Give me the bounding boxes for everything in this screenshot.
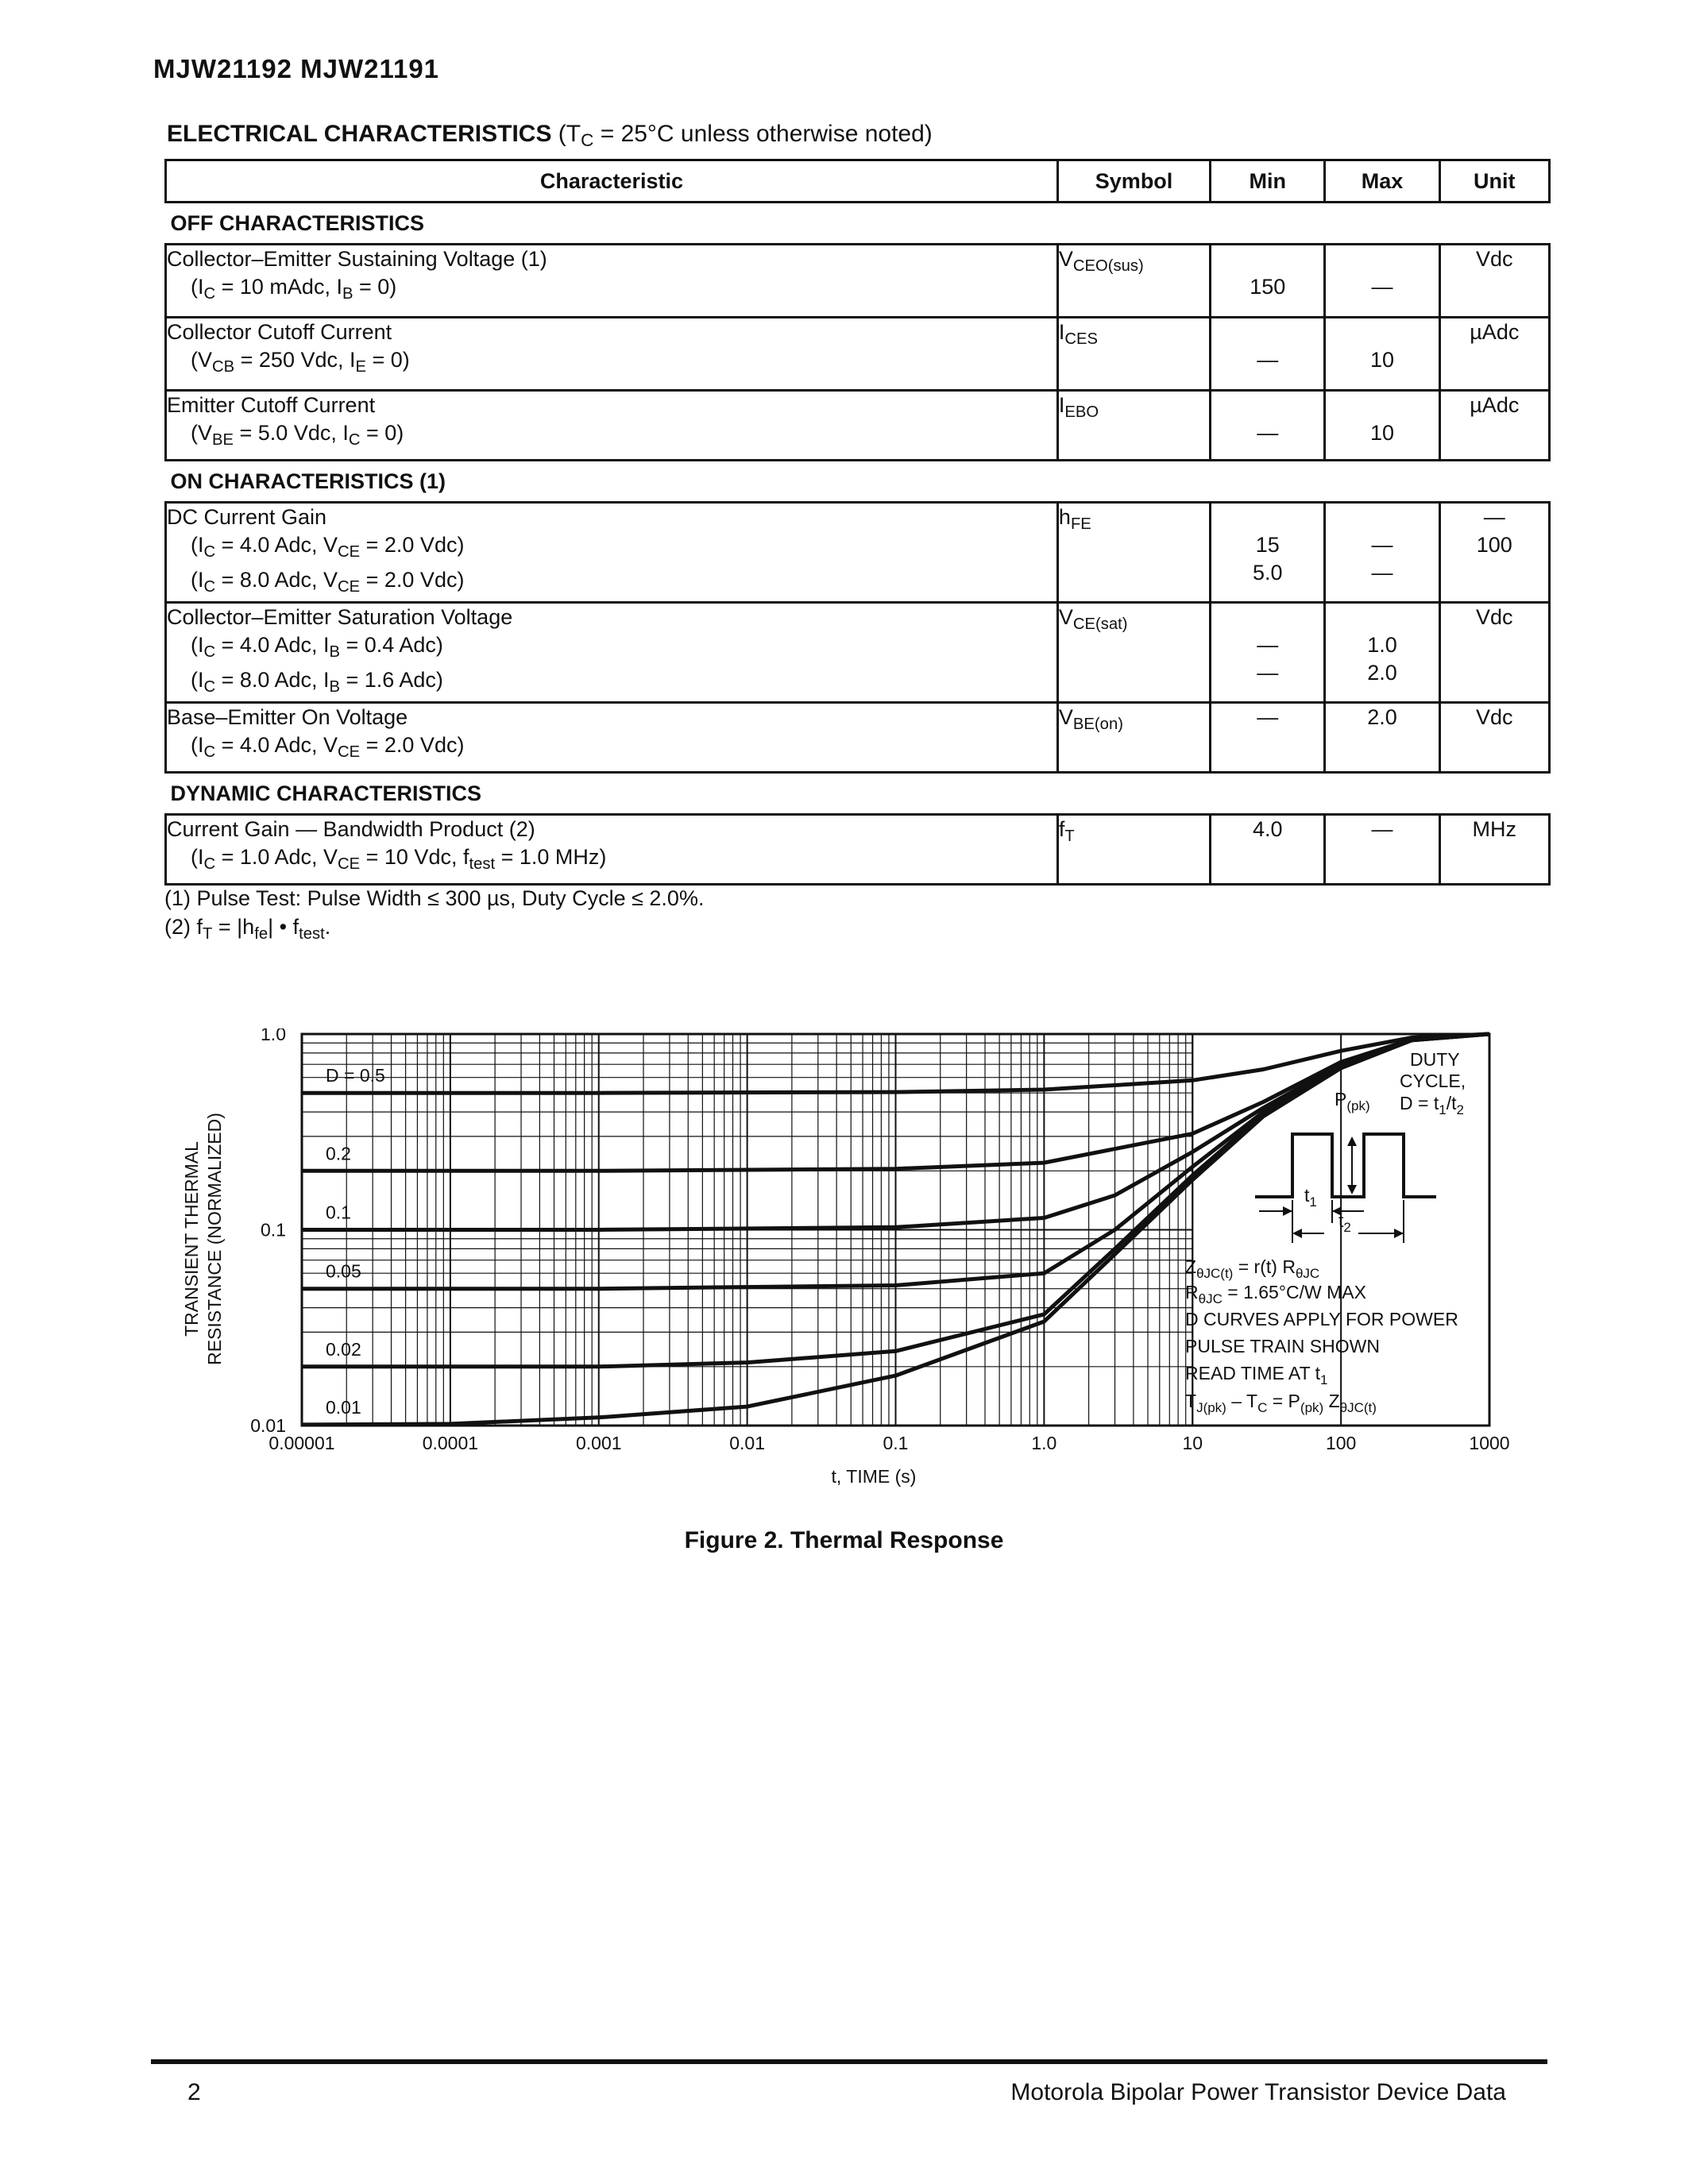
- table-row: [166, 391, 1550, 461]
- table-row: [166, 245, 1550, 318]
- series-label: 0.2: [326, 1143, 351, 1164]
- footnote-1: (1) Pulse Test: Pulse Width ≤ 300 µs, Duty Cycle ≤ 2.0%.: [164, 886, 705, 910]
- duty-equation: $D = t_1/t_2$: [1400, 1093, 1464, 1117]
- row-max: 10: [1325, 318, 1439, 391]
- row-min: —: [1211, 318, 1325, 391]
- row-condition: ($I_C = 4.0$ Adc, $V_{CE} = 2.0$ Vdc): [191, 733, 465, 761]
- note-read-time: READ TIME AT $t_1$: [1185, 1363, 1328, 1387]
- y-tick-label: 0.01: [250, 1415, 286, 1436]
- col-symbol: Symbol: [1057, 160, 1210, 203]
- row-symbol: $V_{CEO(sus)}$: [1057, 245, 1210, 318]
- series-label: 0.01: [326, 1396, 361, 1418]
- col-min: Min: [1211, 160, 1325, 203]
- row-unit: Vdc: [1439, 603, 1549, 703]
- x-tick-label: 1.0: [1031, 1433, 1057, 1453]
- footer-doc-title: Motorola Bipolar Power Transistor Device Data: [1010, 2079, 1506, 2105]
- figure-caption: Figure 2. Thermal Response: [684, 1527, 1004, 1553]
- x-tick-label: 0.00001: [268, 1433, 335, 1453]
- row-condition: ($I_C = 10$ mAdc, $I_B = 0$): [191, 275, 397, 303]
- series-label: D = 0.5: [326, 1065, 385, 1086]
- row-min: 4.0: [1211, 815, 1325, 885]
- section-condition: ($T_C = 25^\circ C$ unless otherwise noted): [558, 121, 933, 150]
- x-tick-label: 0.1: [883, 1433, 909, 1453]
- row-unit: Vdc: [1439, 703, 1549, 773]
- formula-tj: $T_{J(pk)} - T_C = P_{(pk)}$ $Z_{\theta JC(t)}$: [1185, 1391, 1377, 1415]
- row-min: — —: [1211, 603, 1325, 703]
- row-name: Emitter Cutoff Current: [167, 393, 376, 417]
- part-number-header: MJW21192 MJW21191: [153, 54, 440, 83]
- table-row: [166, 503, 1550, 603]
- row-max: —: [1325, 245, 1439, 318]
- row-max: 1.0 2.0: [1325, 603, 1439, 703]
- row-condition: ($I_C = 4.0$ Adc, $I_B = 0.4$ Adc): [191, 633, 443, 661]
- section-title: [167, 121, 933, 151]
- row-symbol: $I_{EBO}$: [1057, 391, 1210, 461]
- series-label: 0.02: [326, 1338, 361, 1360]
- footer-divider: [151, 2059, 1547, 2064]
- row-symbol: $V_{CE(sat)}$: [1057, 603, 1210, 703]
- t1-label: $t_1$: [1304, 1185, 1317, 1210]
- table-row: [166, 603, 1550, 703]
- ppk-label: $P_{(pk)}$: [1335, 1089, 1370, 1113]
- y-tick-label: 1.0: [261, 1028, 286, 1044]
- row-name: Collector Cutoff Current: [167, 320, 392, 344]
- x-tick-label: 10: [1182, 1433, 1203, 1453]
- page-number: 2: [187, 2079, 201, 2105]
- note-d-curves: D CURVES APPLY FOR POWER: [1185, 1309, 1458, 1329]
- row-min: —: [1211, 391, 1325, 461]
- section-off: OFF CHARACTERISTICS: [170, 211, 424, 235]
- y-axis-label-1: TRANSIENT THERMAL: [183, 1141, 202, 1337]
- chart-svg: [183, 1028, 1525, 1521]
- row-max: 2.0: [1325, 703, 1439, 773]
- row-max: — —: [1325, 503, 1439, 603]
- section-title-text: ELECTRICAL CHARACTERISTICS: [167, 121, 552, 147]
- footnote-2: (2) $f_T = |h_{fe}|$ • $f_{test}$.: [164, 915, 331, 943]
- row-min: 15 5.0: [1211, 503, 1325, 603]
- col-unit: Unit: [1439, 160, 1549, 203]
- series-label: 0.1: [326, 1202, 351, 1223]
- row-symbol: $V_{BE(on)}$: [1057, 703, 1210, 773]
- row-condition: ($I_C = 8.0$ Adc, $I_B = 1.6$ Adc): [191, 668, 443, 696]
- row-unit: — 100: [1439, 503, 1549, 603]
- x-tick-label: 1000: [1469, 1433, 1510, 1453]
- row-max: —: [1325, 815, 1439, 885]
- row-symbol: $I_{CES}$: [1057, 318, 1210, 391]
- formula-rthjc: $R_{\theta JC} = 1.65^\circ C/W$ MAX: [1185, 1282, 1366, 1306]
- col-characteristic: Characteristic: [166, 160, 1058, 203]
- row-unit: Vdc: [1439, 245, 1549, 318]
- row-condition: ($V_{CB} = 250$ Vdc, $I_E = 0$): [191, 348, 410, 376]
- row-name: Current Gain — Bandwidth Product (2): [167, 817, 535, 841]
- row-name: DC Current Gain: [167, 505, 327, 529]
- row-max: 10: [1325, 391, 1439, 461]
- row-unit: µAdc: [1439, 391, 1549, 461]
- x-axis-label: t, TIME (s): [831, 1466, 917, 1487]
- note-pulse-train: PULSE TRAIN SHOWN: [1185, 1336, 1380, 1356]
- y-axis-label-2: RESISTANCE (NORMALIZED): [204, 1113, 225, 1365]
- row-condition: ($I_C = 4.0$ Adc, $V_{CE} = 2.0$ Vdc): [191, 533, 465, 561]
- table-row: [166, 318, 1550, 391]
- t2-label: $t_2$: [1338, 1210, 1351, 1235]
- y-tick-label: 0.1: [261, 1219, 286, 1241]
- table-row: [166, 815, 1550, 885]
- row-unit: MHz: [1439, 815, 1549, 885]
- section-on: ON CHARACTERISTICS (1): [170, 469, 446, 493]
- table-header-row: [166, 160, 1550, 203]
- x-tick-label: 100: [1325, 1433, 1357, 1453]
- row-symbol: $f_T$: [1057, 815, 1210, 885]
- row-name: Collector–Emitter Sustaining Voltage (1): [167, 247, 547, 271]
- x-tick-label: 0.01: [729, 1433, 766, 1453]
- row-condition: ($V_{BE} = 5.0$ Vdc, $I_C = 0$): [191, 421, 404, 449]
- row-min: —: [1211, 703, 1325, 773]
- x-tick-label: 0.0001: [422, 1433, 479, 1453]
- x-tick-label: 0.001: [575, 1433, 622, 1453]
- section-dynamic: DYNAMIC CHARACTERISTICS: [170, 781, 481, 805]
- cycle-label: CYCLE,: [1400, 1071, 1466, 1091]
- row-condition: ($I_C = 8.0$ Adc, $V_{CE} = 2.0$ Vdc): [191, 568, 465, 596]
- row-min: 150: [1211, 245, 1325, 318]
- row-symbol: $h_{FE}$: [1057, 503, 1210, 603]
- col-max: Max: [1325, 160, 1439, 203]
- row-condition: ($I_C = 1.0$ Adc, $V_{CE} = 10$ Vdc, $f_{test} = 1.0$ MHz): [191, 845, 607, 873]
- row-name: Base–Emitter On Voltage: [167, 705, 408, 729]
- electrical-characteristics-table: [164, 159, 1551, 886]
- row-unit: µAdc: [1439, 318, 1549, 391]
- formula-zthjc: $Z_{\theta JC(t)} = r(t)$ $R_{\theta JC}$: [1185, 1256, 1320, 1281]
- row-name: Collector–Emitter Saturation Voltage: [167, 605, 513, 629]
- table-row: [166, 703, 1550, 773]
- series-label: 0.05: [326, 1260, 361, 1282]
- duty-label: DUTY: [1410, 1049, 1460, 1070]
- thermal-response-chart: [183, 1028, 1525, 1521]
